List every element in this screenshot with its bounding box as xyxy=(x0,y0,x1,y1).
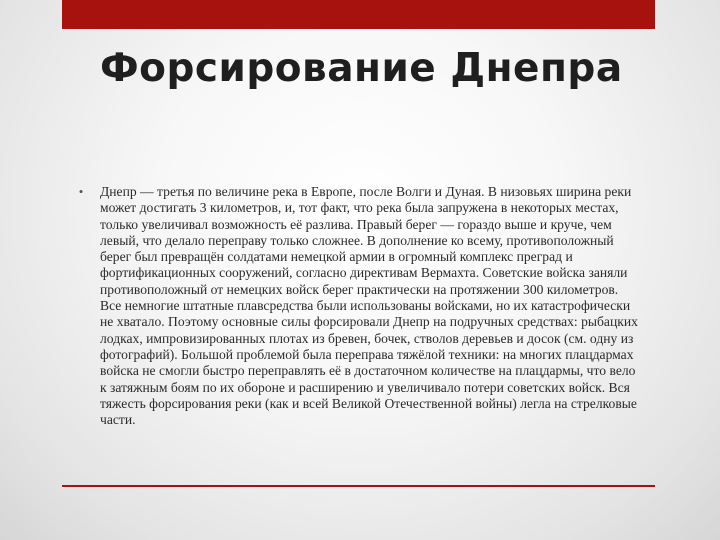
bottom-accent-line xyxy=(62,485,655,487)
bullet-marker: • xyxy=(78,184,84,199)
slide-body xyxy=(62,184,655,428)
top-accent-bar xyxy=(62,0,655,29)
bullet-item xyxy=(62,184,655,428)
bullet-text: Днепр — третья по величине река в Европе, после Волги и Дуная. В низовьях ширина реки может достигать 3 километров, и, тот факт, что река была запружена в некоторых местах, только увеличивал возможность её разлива. Правый берег — гораздо выше и круче, чем левый, что делало переправу только сложнее. В дополнение ко всему, противоположный берег был превращён солдатами немецкой армии в огромный комплекс преград и фортификационных сооружений, согласно директивам Вермахта. Советские войска заняли противоположный от немецких войск берег практически на протяжении 300 километров. Все немногие штатные плавсредства были использованы войсками, но их катастрофически не хватало. Поэтому основные силы форсировали Днепр на подручных средствах: рыбацких лодках, импровизированных плотах из бревен, бочек, стволов деревьев и досок (см. одну из фотографий). Большой проблемой была переправа тяжёлой техники: на многих плацдармах войска не смогли быстро переправлять её в достаточном количестве на плацдармы, что вело к затяжным боям по их обороне и расширению и увеличивало потери советских войск. Вся тяжесть форсирования реки (как и всей Великой Отечественной войны) легла на стрелковые части. xyxy=(100,184,638,428)
slide-title: Форсирование Днепра xyxy=(100,46,623,91)
